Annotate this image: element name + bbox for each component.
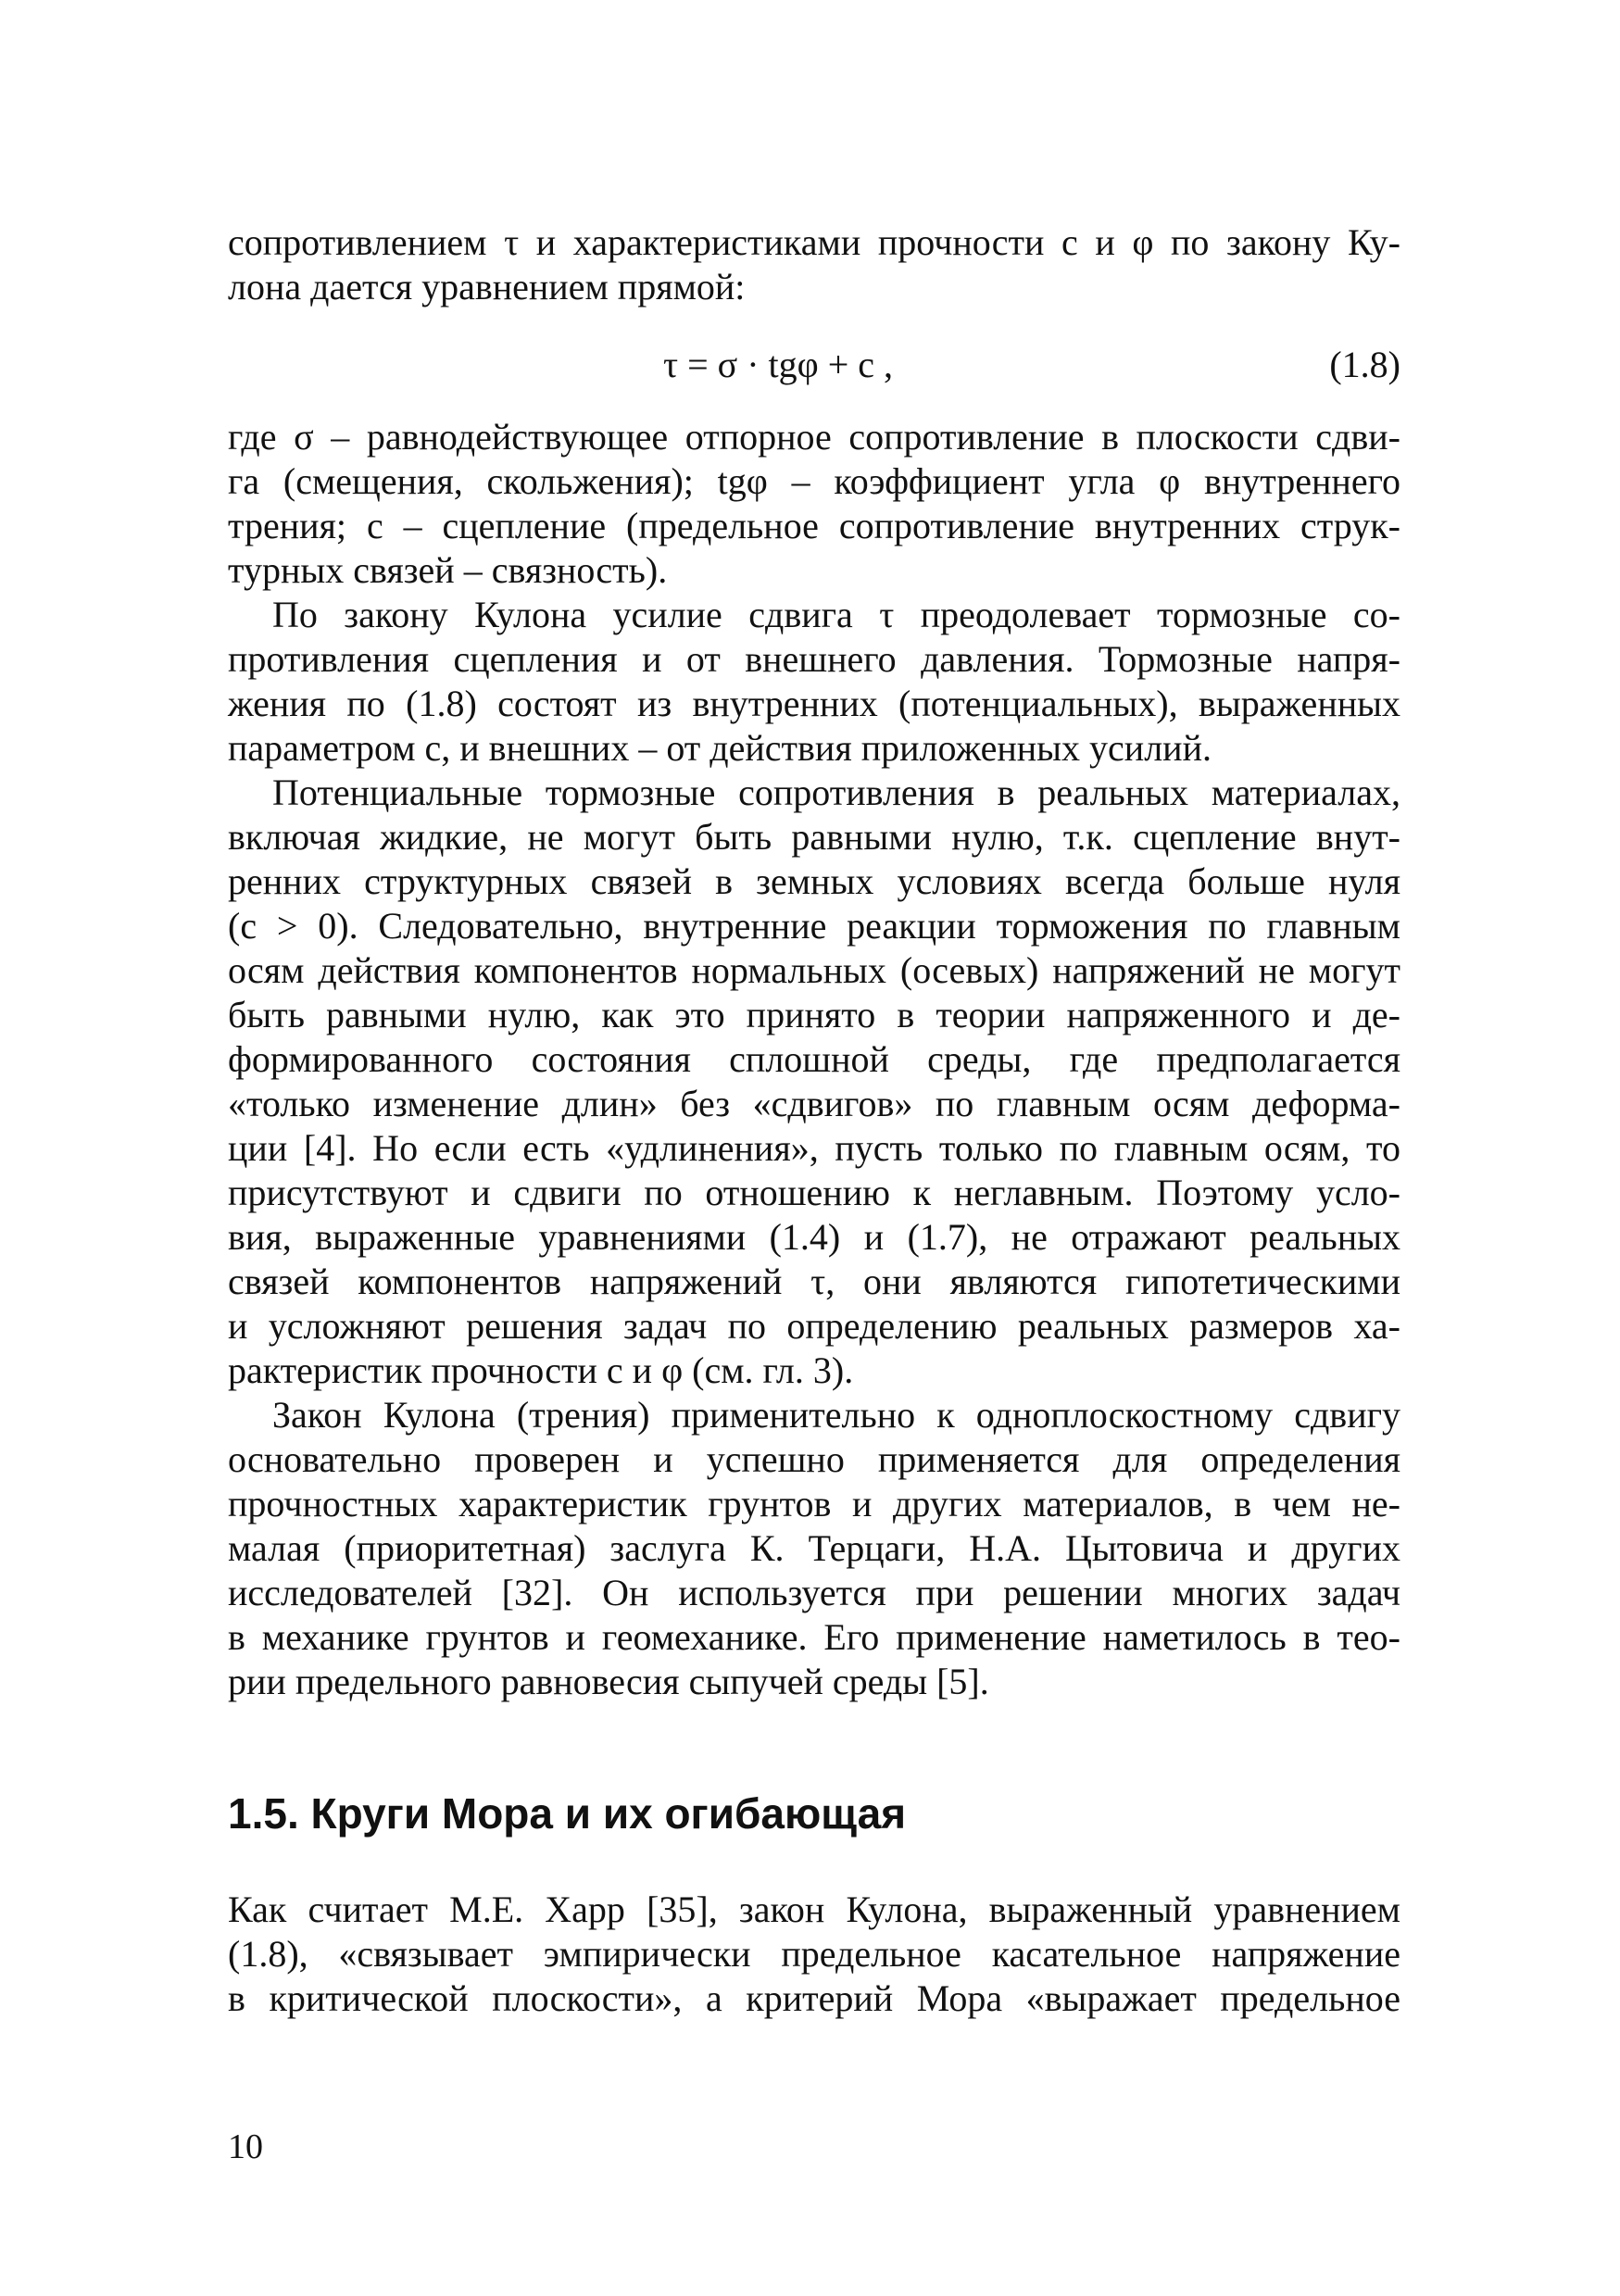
text-line: Закон Кулона (трения) применительно к одноплоскостному сдвигу <box>272 1394 1400 1436</box>
text-line: осям действия компонентов нормальных (осевых) напряжений не могут <box>228 949 1400 991</box>
text-line: сопротивлением τ и характеристиками прочности c и φ по закону Ку- <box>228 221 1400 263</box>
text-line: По закону Кулона усилие сдвига τ преодолевает тормозные со- <box>272 594 1400 635</box>
paragraph-continuation <box>228 220 1400 309</box>
text-line: параметром c, и внешних – от действия приложенных усилий. <box>228 727 1212 769</box>
text-line: присутствуют и сдвиги по отношению к неглавным. Поэтому усло- <box>228 1172 1400 1213</box>
paragraph-coulomb-law <box>228 593 1400 771</box>
equation-1-8 <box>228 343 1400 387</box>
text-line: быть равными нулю, как это принято в теории напряженного и де- <box>228 994 1400 1035</box>
text-line: ции [4]. Но если есть «удлинения», пусть только по главным осям, то <box>228 1127 1400 1169</box>
text-line: и усложняют решения задач по определению реальных размеров ха- <box>228 1305 1400 1347</box>
text-line: малая (приоритетная) заслуга К. Терцаги, Н.А. Цытовича и других <box>228 1527 1400 1569</box>
paragraph-mohr-intro <box>228 1888 1400 2021</box>
equation-formula: τ = σ · tgφ + c , <box>663 344 894 385</box>
text-line: связей компонентов напряжений τ, они являются гипотетическими <box>228 1261 1400 1302</box>
text-line: рии предельного равновесия сыпучей среды [5]. <box>228 1661 989 1702</box>
text-line: трения; c – сцепление (предельное сопротивление внутренних струк- <box>228 505 1400 546</box>
paragraph-definitions <box>228 415 1400 593</box>
section-heading: 1.5. Круги Мора и их огибающая <box>228 1789 907 1838</box>
text-line: ренних структурных связей в земных условиях всегда больше нуля <box>228 860 1400 902</box>
text-line: рактеристик прочности c и φ (см. гл. 3). <box>228 1349 854 1391</box>
equation-number: (1.8) <box>1329 344 1400 385</box>
text-line: противления сцепления и от внешнего давления. Тормозные напря- <box>228 638 1400 680</box>
text-line: основательно проверен и успешно применяется для определения <box>228 1438 1400 1480</box>
text-line: прочностных характеристик грунтов и других материалов, в чем не- <box>228 1483 1400 1524</box>
text-line: в механике грунтов и геомеханике. Его применение наметилось в тео- <box>228 1616 1400 1658</box>
text-line: исследователей [32]. Он используется при решении многих задач <box>228 1572 1400 1613</box>
text-line: лона дается уравнением прямой: <box>228 266 746 307</box>
text-line: (c > 0). Следовательно, внутренние реакции торможения по главным <box>228 905 1400 947</box>
text-line: га (смещения, скольжения); tgφ – коэффициент угла φ внутреннего <box>228 460 1400 502</box>
text-line: Как считает М.Е. Харр [35], закон Кулона, выраженный уравнением <box>228 1888 1400 1930</box>
text-line: «только изменение длин» без «сдвигов» по главным осям деформа- <box>228 1083 1400 1124</box>
text-line: турных связей – связность). <box>228 549 668 591</box>
text-line: в критической плоскости», а критерий Мора «выражает предельное <box>228 1977 1400 2019</box>
text-line: включая жидкие, не могут быть равными нулю, т.к. сцепление внут- <box>228 816 1400 858</box>
text-line: где σ – равнодействующее отпорное сопротивление в плоскости сдви- <box>228 416 1400 458</box>
text-line: вия, выраженные уравнениями (1.4) и (1.7), не отражают реальных <box>228 1216 1400 1258</box>
text-line: Потенциальные тормозные сопротивления в реальных материалах, <box>272 772 1400 813</box>
paragraph-potential-resistance <box>228 771 1400 1393</box>
text-line: (1.8), «связывает эмпирически предельное касательное напряжение <box>228 1933 1400 1975</box>
text-line: формированного состояния сплошной среды, где предполагается <box>228 1038 1400 1080</box>
page-number: 10 <box>228 2127 263 2166</box>
text-line: жения по (1.8) состоят из внутренних (потенциальных), выраженных <box>228 683 1400 724</box>
paragraph-coulomb-application <box>228 1393 1400 1704</box>
